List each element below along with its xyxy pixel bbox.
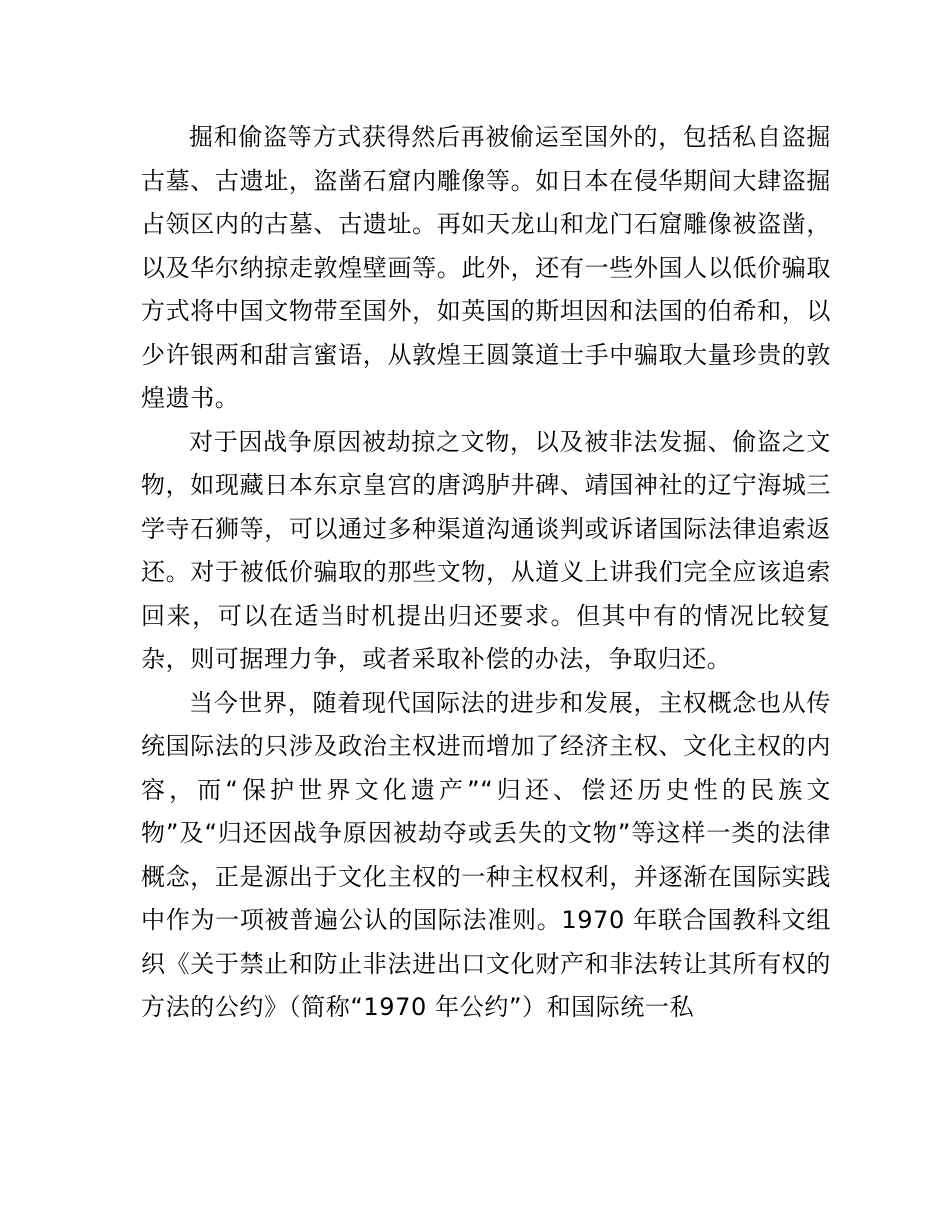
paragraph-2: 对于因战争原因被劫掠之文物，以及被非法发掘、偷盗之文物，如现藏日本东京皇宫的唐鸿胪井碑、靖国神社的辽宁海城三学寺石狮等，可以通过多种渠道沟通谈判或诉诸国际法律追索返还。对于被低价骗取的那些文物，从道义上讲我们完全应该追索回来，可以在适当时机提出归还要求。但其中有的情况比较复杂，则可据理力争，或者采取补偿的办法，争取归还。 <box>141 427 831 673</box>
paragraph-3: 当今世界，随着现代国际法的进步和发展，主权概念也从传统国际法的只涉及政治主权进而增加了经济主权、文化主权的内容，而“保护世界文化遗产”“归还、偿还历史性的民族文物”及“归还因战争原因被劫夺或丢失的文物”等这样一类的法律概念，正是源出于文化主权的一种主权权利，并逐渐在国际实践中作为一项被普遍公认的国际法准则。1970 年联合国教科文组织《关于禁止和防止非法进出口文化财产和非法转让其所有权的方法的公约》（简称“1970 年公约”）和国际统一私 <box>141 688 831 1021</box>
paragraph-1: 掘和偷盗等方式获得然后再被偷运至国外的，包括私自盗掘古墓、古遗址，盗凿石窟内雕像等。如日本在侵华期间大肆盗掘占领区内的古墓、古遗址。再如天龙山和龙门石窟雕像被盗凿，以及华尔纳掠走敦煌壁画等。此外，还有一些外国人以低价骗取方式将中国文物带至国外，如英国的斯坦因和法国的伯希和，以少许银两和甜言蜜语，从敦煌王圆箓道士手中骗取大量珍贵的敦煌遗书。 <box>141 123 831 412</box>
body-text <box>141 116 831 1030</box>
